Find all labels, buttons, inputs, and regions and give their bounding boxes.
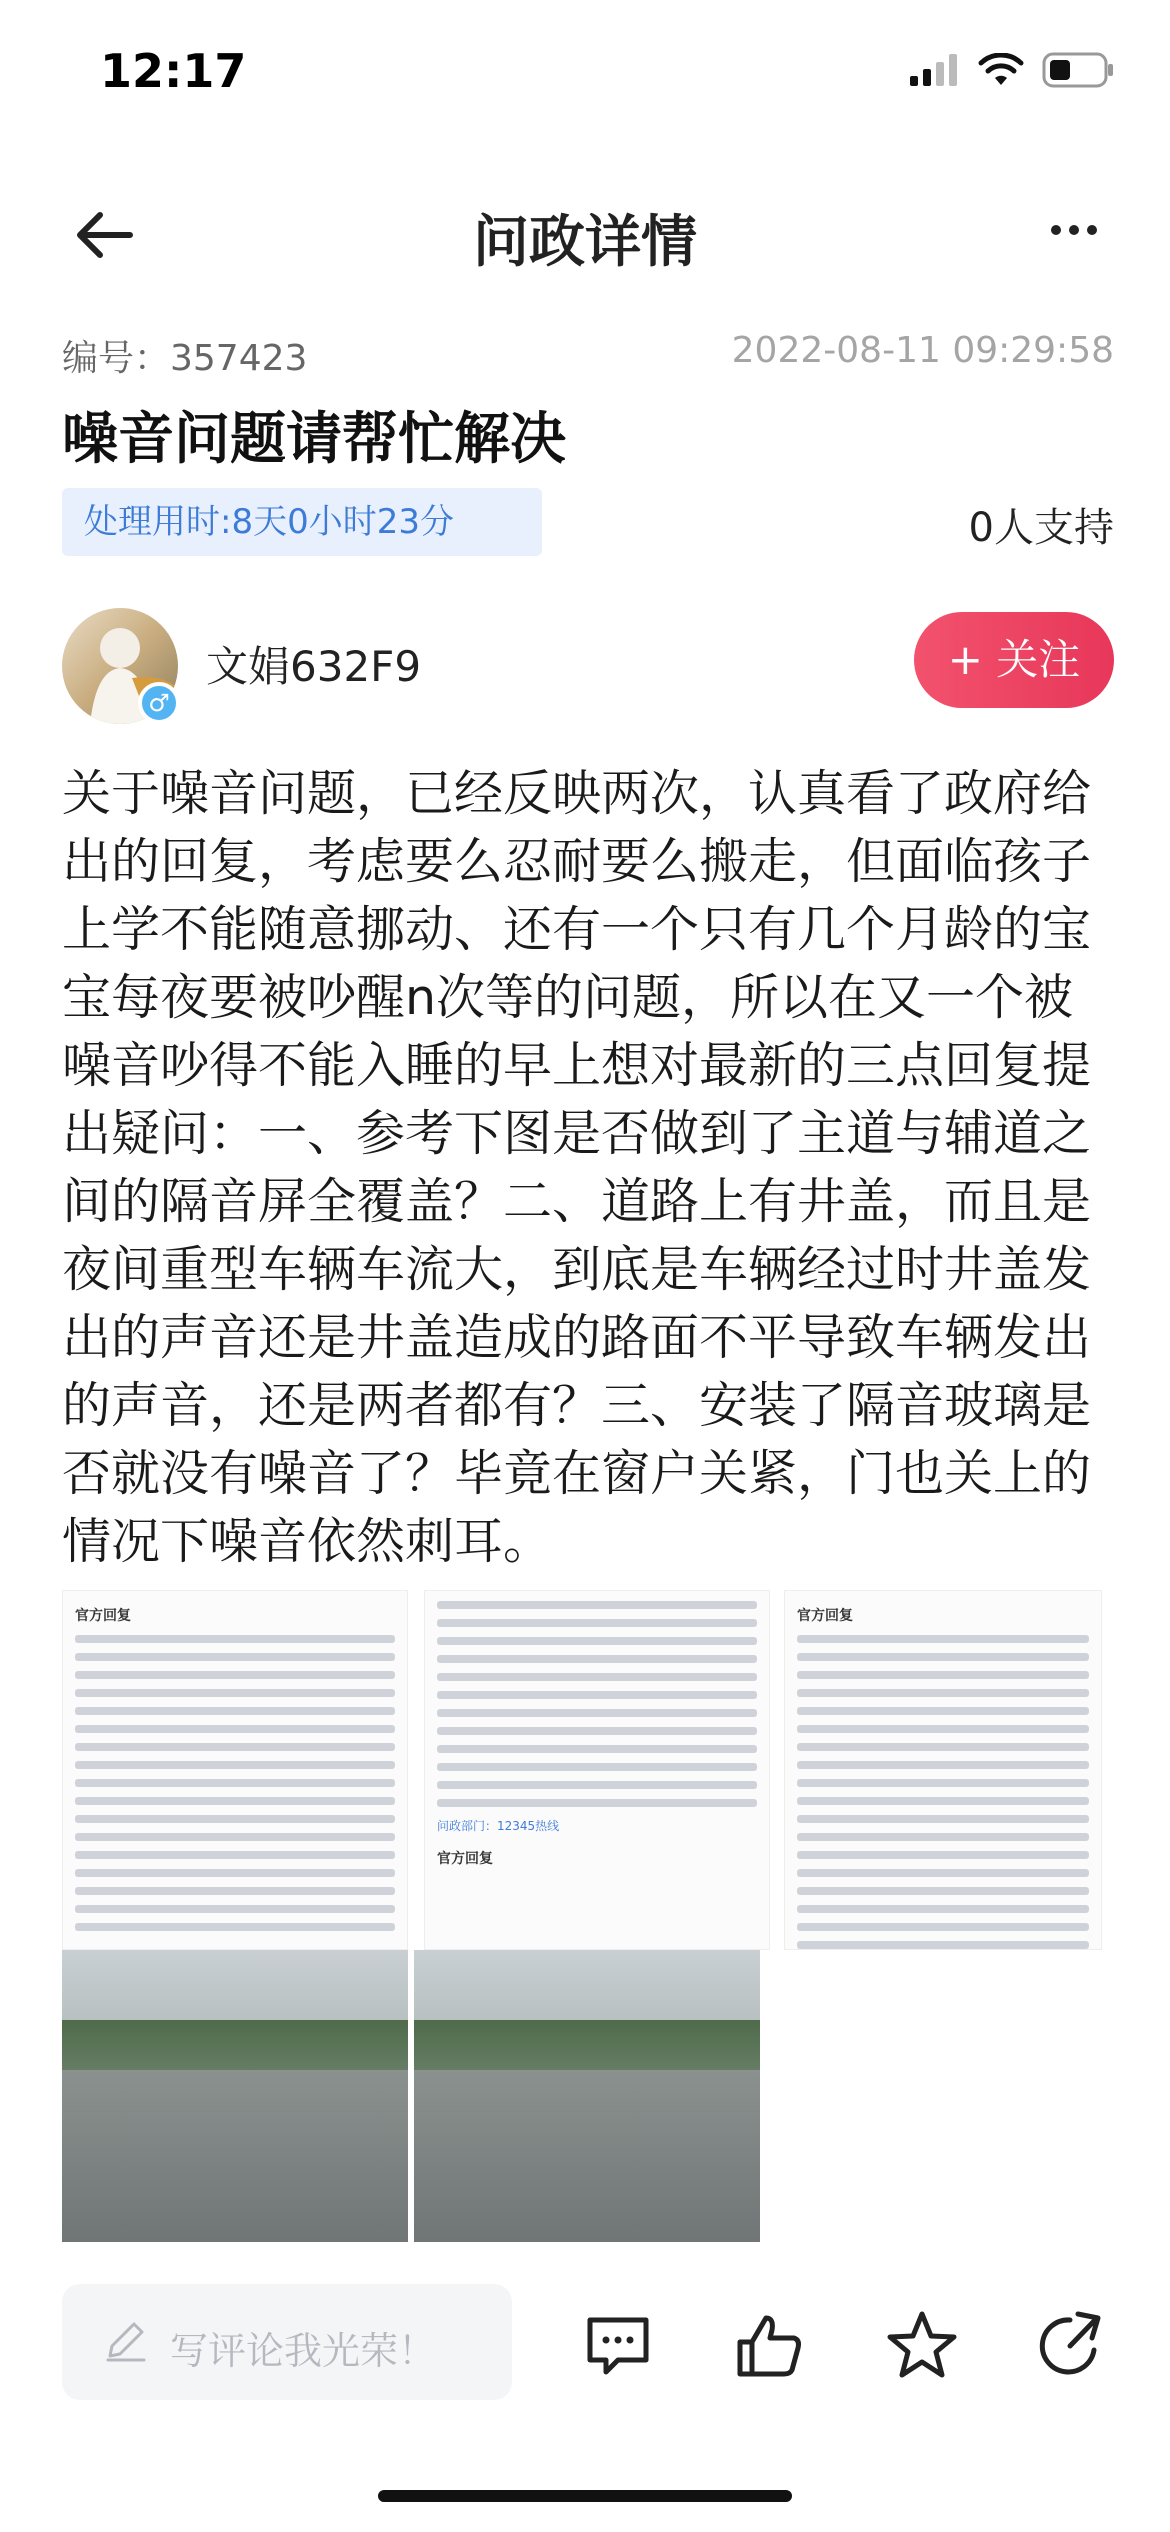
ticket-number: 编号：357423 <box>62 338 308 379</box>
page-title: 问政详情 <box>473 210 697 275</box>
cellular-signal-icon <box>910 54 960 86</box>
image-2-dept-label: 问政部门：12345热线 <box>437 1819 560 1833</box>
pencil-icon <box>102 2316 150 2364</box>
bottom-action-bar <box>0 2270 1170 2420</box>
post-body: 关于噪音问题，已经反映两次，认真看了政府给出的回复，考虑要么忍耐要么搬走，但面临孩子上学不能随意挪动、还有一个只有几个月龄的宝宝每夜要被吵醒n次等的问题，所以在又一个被噪音吵得不能入睡的早上想对最新的三点回复提出疑问：一、参考下图是否做到了主道与辅道之间的隔音屏全覆盖？二、道路上有井盖，而且是夜间重型车辆车流大，到底是车辆经过时井盖发出的声音还是井盖造成的路面不平导致车辆发出的声音，还是两者都有？三、安装了隔音玻璃是否就没有噪音了？毕竟在窗户关紧，门也关上的情况下噪音依然刺耳。 <box>62 765 1092 1570</box>
battery-icon <box>1042 52 1114 88</box>
post-title: 噪音问题请帮忙解决 <box>62 407 566 472</box>
attached-photo-road-1[interactable] <box>62 1950 408 2242</box>
image-3-reply-heading: 官方回复 <box>797 1608 853 1624</box>
image-2-reply-heading: 官方回复 <box>437 1851 493 1867</box>
attached-image-1[interactable] <box>62 1590 408 1950</box>
attached-image-2[interactable] <box>424 1590 770 1950</box>
follow-button[interactable]: + 关注 <box>914 612 1114 708</box>
attached-images <box>62 1590 1102 2230</box>
comment-placeholder: 写评论我光荣！ <box>170 2329 437 2373</box>
comment-input[interactable] <box>62 2284 512 2400</box>
attached-image-3[interactable] <box>784 1590 1102 1950</box>
more-dots-icon <box>1034 200 1114 260</box>
author-row <box>62 600 1114 730</box>
image-1-reply-heading: 官方回复 <box>75 1608 131 1624</box>
meta-row <box>62 330 1114 380</box>
more-button[interactable] <box>1034 200 1114 260</box>
author-name[interactable]: 文娟632F9 <box>206 642 422 691</box>
gender-male-icon: ♂ <box>138 682 180 724</box>
home-indicator <box>378 2490 792 2502</box>
processing-time-badge: 处理用时:8天0小时23分 <box>62 488 542 556</box>
support-count: 0人支持 <box>968 505 1114 551</box>
wifi-icon <box>978 53 1024 87</box>
share-icon[interactable] <box>1030 2306 1110 2386</box>
status-icons <box>910 52 1114 88</box>
nav-bar <box>0 170 1170 290</box>
star-icon[interactable] <box>882 2306 962 2386</box>
post-date: 2022-08-11 09:29:58 <box>731 330 1114 371</box>
comment-icon[interactable] <box>578 2306 658 2386</box>
status-bar <box>0 0 1170 150</box>
status-time: 12:17 <box>100 44 247 98</box>
attached-photo-road-2[interactable] <box>414 1950 760 2242</box>
thumbs-up-icon[interactable] <box>730 2306 810 2386</box>
